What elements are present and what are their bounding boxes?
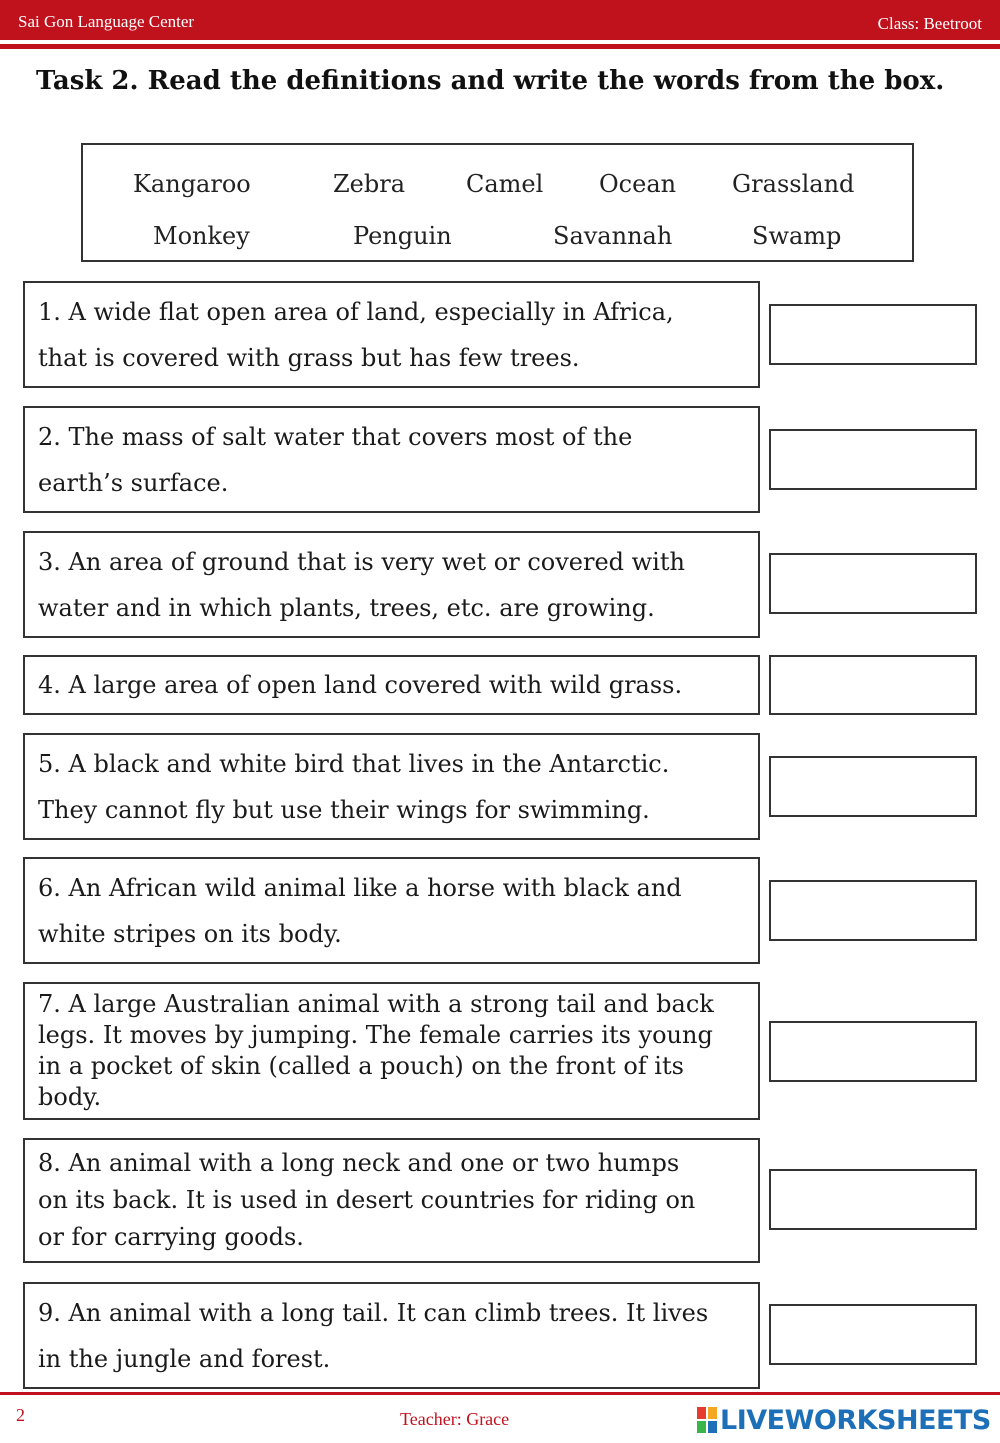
word-box: [81, 143, 914, 262]
task-title: Task 2. Read the definitions and write the words from the box.: [36, 66, 945, 96]
teacher-label: Teacher: Grace: [400, 1409, 510, 1429]
word-item: Penguin: [353, 222, 452, 250]
header-bar: [0, 0, 1000, 40]
definition-6: [23, 857, 760, 964]
answer-box-3[interactable]: [769, 553, 977, 614]
definition-5: [23, 733, 760, 840]
definition-2: [23, 406, 760, 513]
answer-box-9[interactable]: [769, 1304, 977, 1365]
definition-line: 4. A large area of open land covered with wild grass.: [38, 671, 683, 699]
definition-line: They cannot fly but use their wings for swimming.: [38, 795, 650, 824]
word-item: Zebra: [333, 170, 406, 198]
definition-line: in a pocket of skin (called a pouch) on the front of its: [38, 1052, 684, 1080]
liveworksheets-logo-icon: [697, 1407, 717, 1433]
header-divider: [0, 44, 1000, 49]
definition-line: on its back. It is used in desert countries for riding on: [38, 1186, 696, 1214]
answer-box-2[interactable]: [769, 429, 977, 490]
answer-box-8[interactable]: [769, 1169, 977, 1230]
answer-box-7[interactable]: [769, 1021, 977, 1082]
school-name: Sai Gon Language Center: [18, 12, 195, 31]
definition-1: [23, 281, 760, 388]
word-item: Grassland: [732, 170, 855, 198]
definition-line: 2. The mass of salt water that covers most of the: [38, 422, 633, 451]
definition-line: 1. A wide flat open area of land, especially in Africa,: [38, 297, 674, 326]
word-item: Camel: [466, 170, 544, 198]
definition-line: 8. An animal with a long neck and one or two humps: [38, 1149, 680, 1177]
definition-line: in the jungle and forest.: [38, 1344, 331, 1373]
definition-7: [23, 982, 760, 1120]
definition-line: body.: [38, 1083, 102, 1111]
class-label: Class: Beetroot: [877, 14, 982, 33]
definition-line: or for carrying goods.: [38, 1223, 304, 1251]
definition-9: [23, 1282, 760, 1389]
logo-text: LIVEWORKSHEETS: [720, 1404, 991, 1436]
word-item: Kangaroo: [133, 170, 251, 198]
definition-line: 9. An animal with a long tail. It can climb trees. It lives: [38, 1298, 709, 1327]
answer-box-4[interactable]: [769, 655, 977, 715]
word-item: Ocean: [599, 170, 677, 198]
definition-3: [23, 531, 760, 638]
definition-line: 7. A large Australian animal with a strong tail and back: [38, 990, 714, 1018]
definition-line: water and in which plants, trees, etc. are growing.: [38, 593, 655, 622]
answer-box-6[interactable]: [769, 880, 977, 941]
page-number: 2: [16, 1405, 25, 1425]
definition-line: 5. A black and white bird that lives in the Antarctic.: [38, 749, 670, 778]
word-item: Savannah: [553, 222, 673, 250]
definition-line: 6. An African wild animal like a horse with black and: [38, 873, 682, 902]
liveworksheets-logo[interactable]: [697, 1405, 991, 1435]
definition-8: [23, 1138, 760, 1263]
definition-line: white stripes on its body.: [38, 919, 342, 948]
answer-box-5[interactable]: [769, 756, 977, 817]
definition-line: that is covered with grass but has few trees.: [38, 343, 580, 372]
definition-line: legs. It moves by jumping. The female carries its young: [38, 1021, 713, 1049]
definition-4: [23, 655, 760, 715]
word-item: Swamp: [752, 222, 842, 250]
definition-line: 3. An area of ground that is very wet or covered with: [38, 547, 685, 576]
definition-line: earth’s surface.: [38, 468, 229, 497]
answer-box-1[interactable]: [769, 304, 977, 365]
word-item: Monkey: [153, 222, 250, 250]
footer-divider: [0, 1392, 1000, 1395]
